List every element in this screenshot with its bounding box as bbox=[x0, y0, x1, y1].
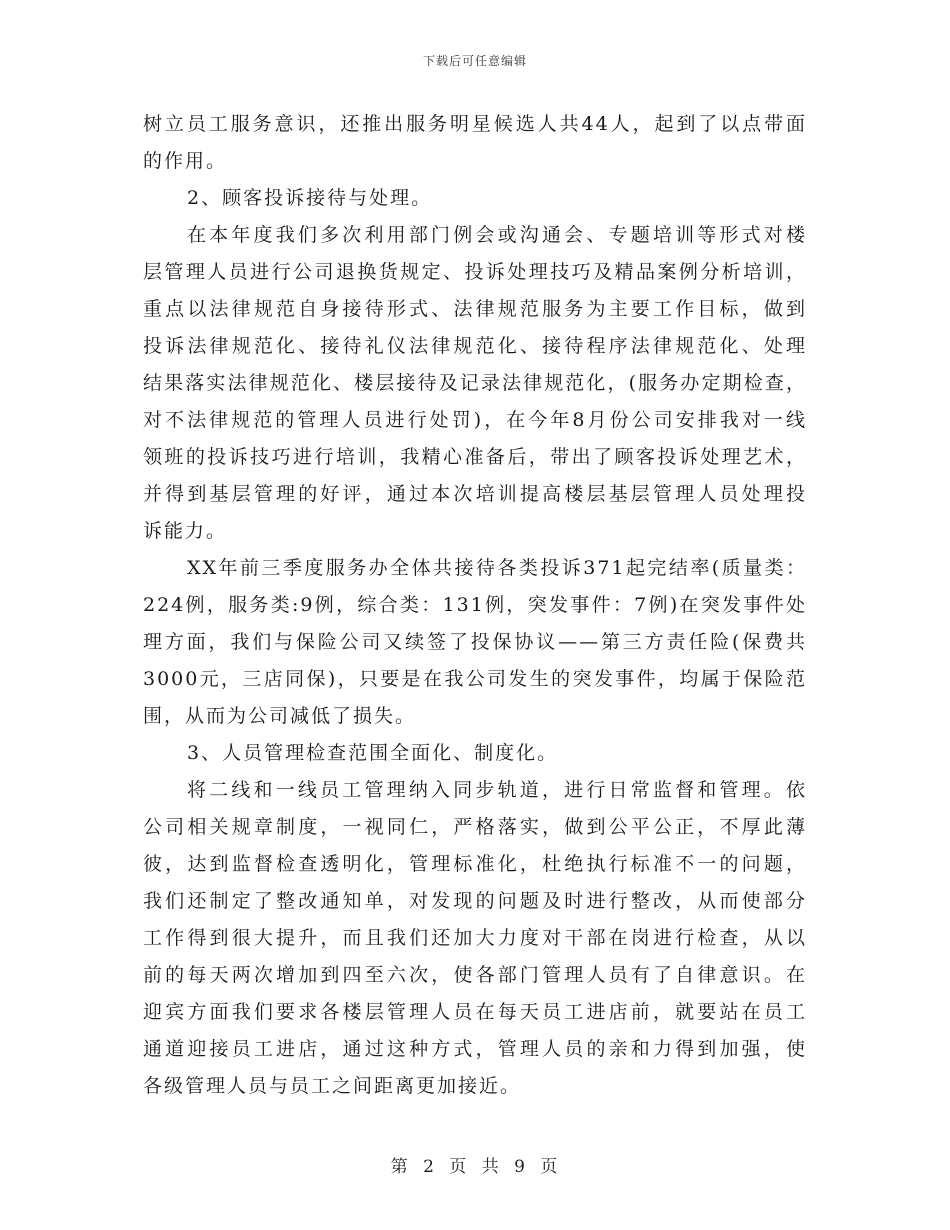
text-line: 层管理人员进行公司退换货规定、投诉处理技巧及精品案例分析培训， bbox=[143, 261, 807, 283]
text-line: 对不法律规范的管理人员进行处罚)，在今年8月份公司安排我对一线 bbox=[143, 409, 807, 431]
text-line: 理方面，我们与保险公司又续签了投保协议——第三方责任险(保费共 bbox=[143, 631, 807, 653]
text-line: 并得到基层管理的好评，通过本次培训提高楼层基层管理人员处理投 bbox=[143, 483, 807, 505]
text-line: 将二线和一线员工管理纳入同步轨道，进行日常监督和管理。依 bbox=[187, 779, 807, 801]
text-line: 迎宾方面我们要求各楼层管理人员在每天员工进店前，就要站在员工 bbox=[143, 1001, 807, 1023]
text-line: 2、顾客投诉接待与处理。 bbox=[187, 187, 433, 209]
text-line: 诉能力。 bbox=[143, 520, 228, 542]
text-line: 3000元，三店同保)，只要是在我公司发生的突发事件，均属于保险范 bbox=[143, 668, 807, 690]
text-line: 我们还制定了整改通知单，对发现的问题及时进行整改，从而使部分 bbox=[143, 890, 807, 912]
text-line: 领班的投诉技巧进行培训，我精心准备后，带出了顾客投诉处理艺术， bbox=[143, 446, 807, 468]
text-line: 彼，达到监督检查透明化，管理标准化，杜绝执行标准不一的问题， bbox=[143, 853, 807, 875]
text-line: 的作用。 bbox=[143, 150, 228, 172]
document-body bbox=[143, 106, 807, 1105]
text-line: 公司相关规章制度，一视同仁，严格落实，做到公平公正，不厚此薄 bbox=[143, 816, 807, 838]
text-line: 各级管理人员与员工之间距离更加接近。 bbox=[143, 1075, 522, 1097]
text-line: 树立员工服务意识，还推出服务明星候选人共44人，起到了以点带面 bbox=[143, 113, 807, 135]
text-line: 在本年度我们多次利用部门例会或沟通会、专题培训等形式对楼 bbox=[187, 224, 807, 246]
text-line: 投诉法律规范化、接待礼仪法律规范化、接待程序法律规范化、处理 bbox=[143, 335, 807, 357]
text-line: 3、人员管理检查范围全面化、制度化。 bbox=[187, 742, 559, 764]
text-line: 结果落实法律规范化、楼层接待及记录法律规范化，(服务办定期检查， bbox=[143, 372, 807, 394]
text-line: 224例，服务类:9例，综合类：131例，突发事件：7例)在突发事件处 bbox=[143, 594, 807, 616]
text-line: 工作得到很大提升，而且我们还加大力度对干部在岗进行检查，从以 bbox=[143, 927, 807, 949]
page-number-footer: 第 2 页 共 9 页 bbox=[390, 1157, 560, 1177]
text-line: 围，从而为公司减低了损失。 bbox=[143, 705, 417, 727]
text-line: 重点以法律规范自身接待形式、法律规范服务为主要工作目标，做到 bbox=[143, 298, 807, 320]
text-line: 通道迎接员工进店，通过这种方式，管理人员的亲和力得到加强，使 bbox=[143, 1038, 807, 1060]
text-line: 前的每天两次增加到四至六次，使各部门管理人员有了自律意识。在 bbox=[143, 964, 807, 986]
page-header: 下载后可任意编辑 bbox=[422, 54, 527, 68]
text-line: XX年前三季度服务办全体共接待各类投诉371起完结率(质量类： bbox=[187, 557, 807, 579]
